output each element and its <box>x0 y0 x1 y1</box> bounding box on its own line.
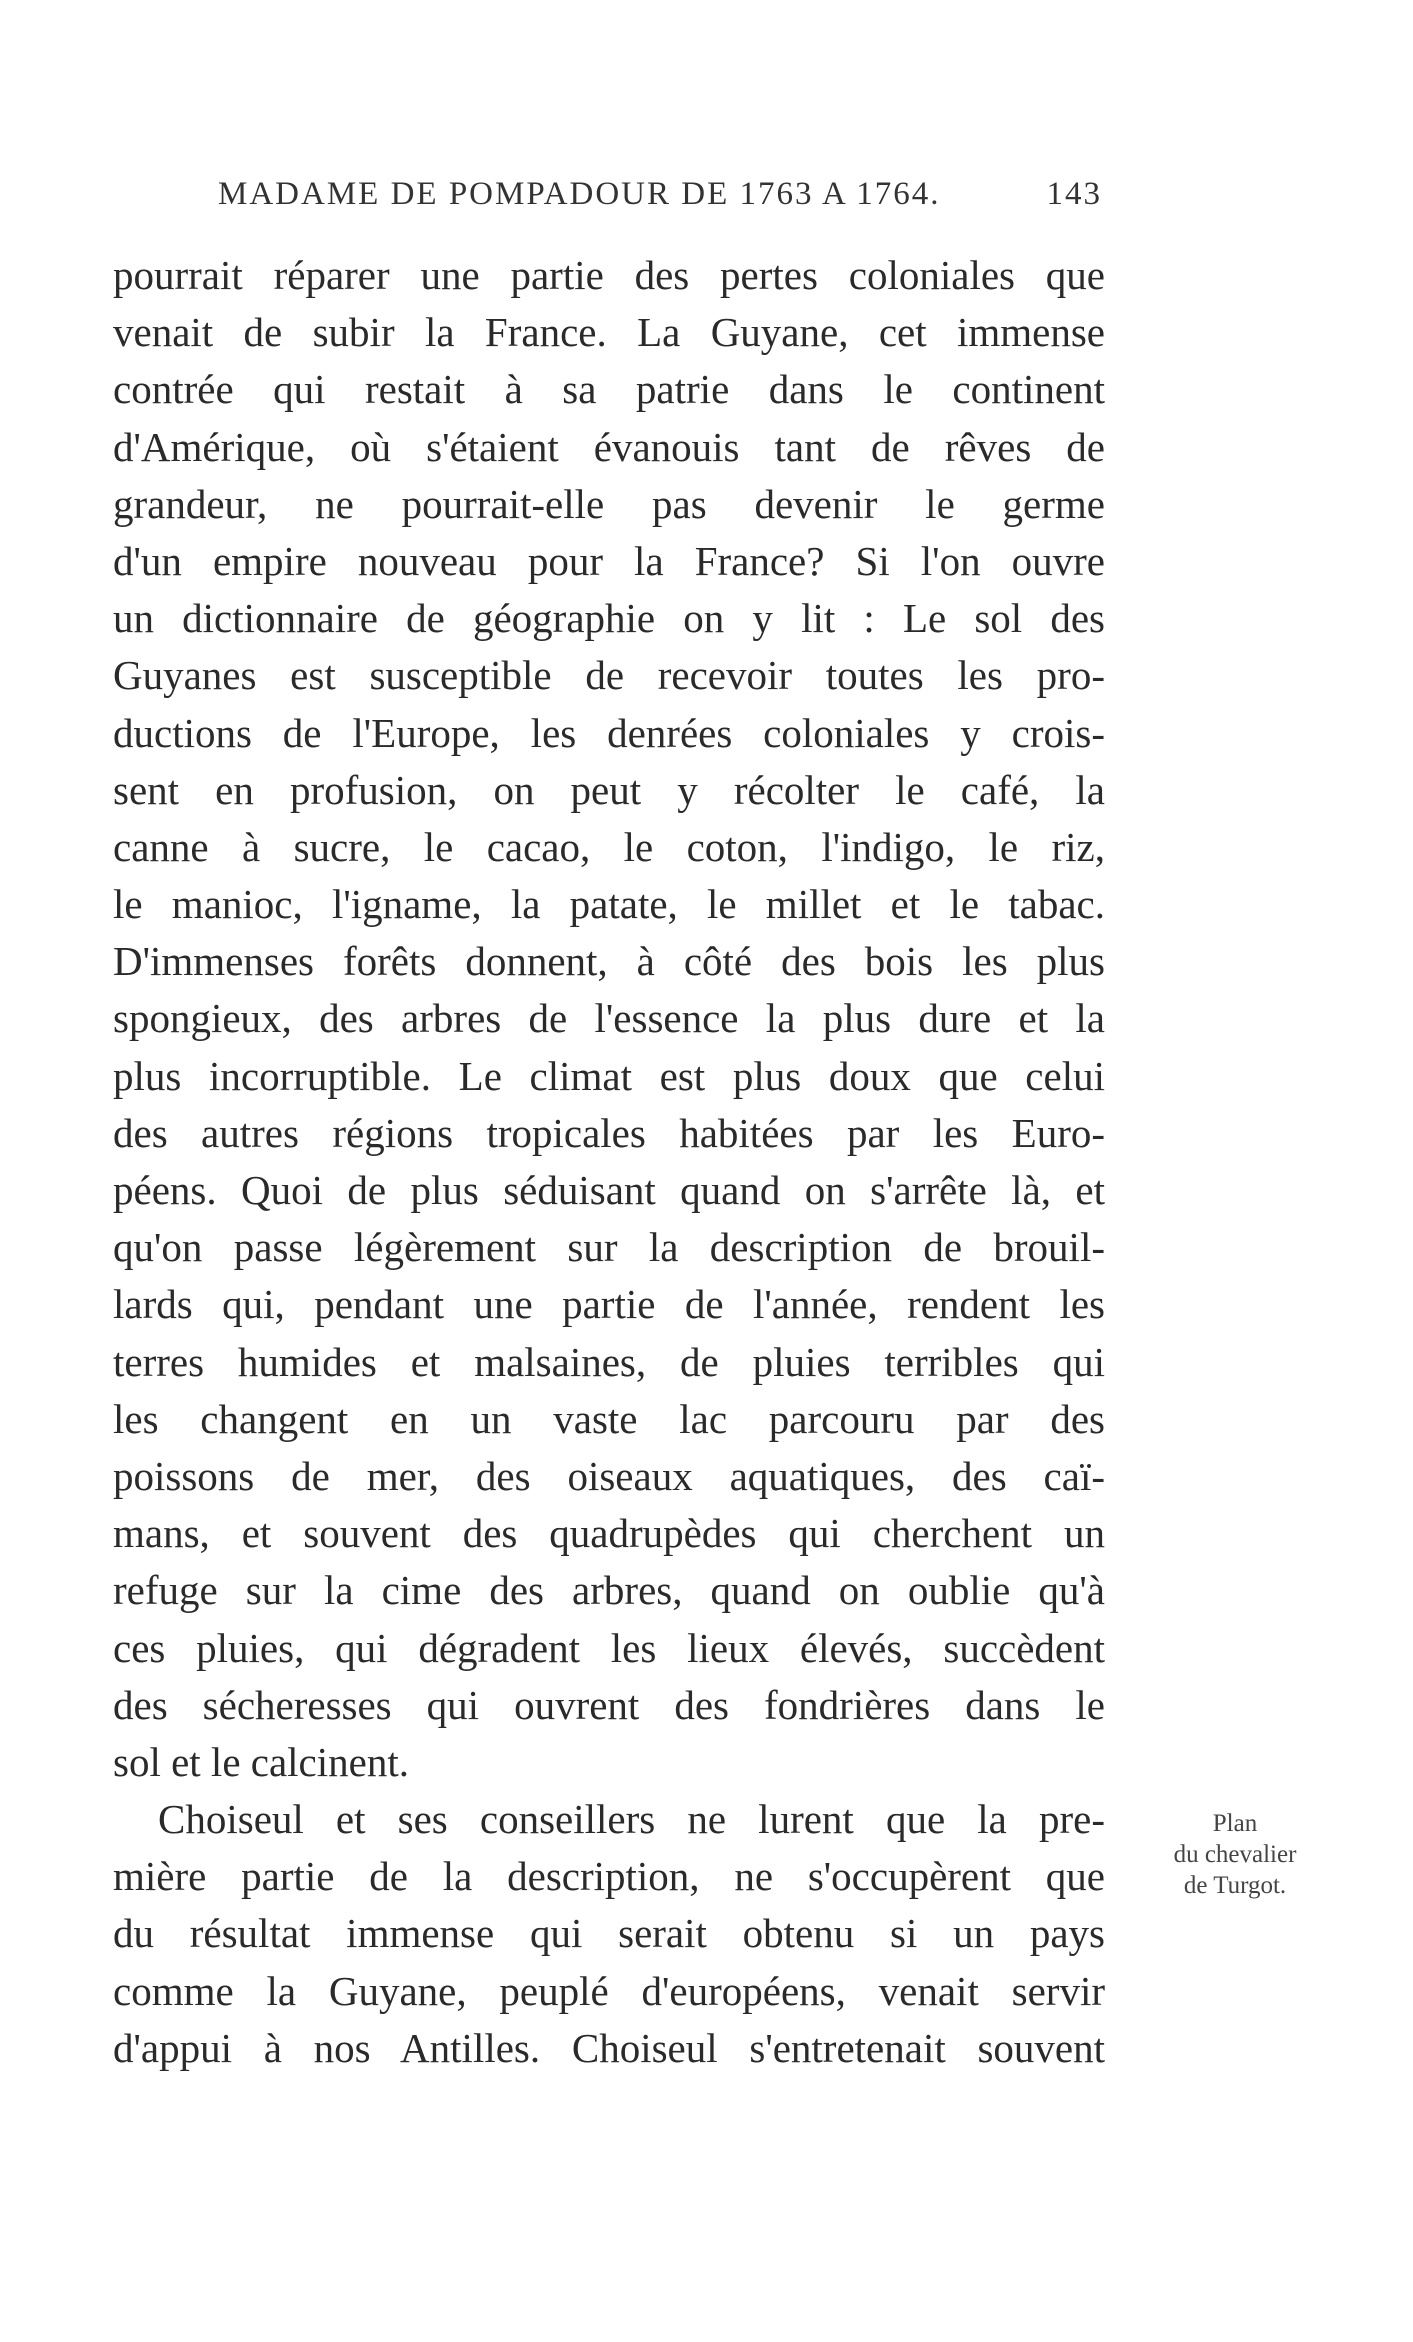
margin-note-line: de Turgot. <box>1183 1872 1287 1899</box>
margin-note-line: Plan <box>1212 1810 1258 1837</box>
margin-note-line: du chevalier <box>1173 1841 1297 1868</box>
text-line: contrée qui restait à sa patrie dans le continent <box>113 366 1105 413</box>
running-head-title: MADAME DE POMPADOUR <box>218 176 672 212</box>
text-line: qu'on passe légèrement sur la description de brouil- <box>113 1224 1105 1271</box>
text-line: terres humides et malsaines, de pluies terribles qui <box>113 1338 1105 1385</box>
body-text <box>113 247 1105 2077</box>
text-line: poissons de mer, des oiseaux aquatiques, des caï- <box>113 1452 1105 1499</box>
text-line: un dictionnaire de géographie on y lit : Le sol des <box>113 595 1105 642</box>
text-line: d'Amérique, où s'étaient évanouis tant de rêves de <box>113 423 1105 470</box>
text-line: lards qui, pendant une partie de l'année, rendent les <box>113 1281 1105 1328</box>
margin-note <box>1150 1808 1320 1901</box>
running-head-de: DE <box>681 176 730 212</box>
running-head <box>218 176 1102 228</box>
running-head-years: 1763 A 1764. <box>739 176 941 212</box>
text-line: d'un empire nouveau pour la France? Si l'on ouvre <box>113 537 1105 584</box>
text-line: sol et le calcinent. <box>113 1738 409 1785</box>
text-line: du résultat immense qui serait obtenu si un pays <box>113 1910 1105 1957</box>
text-line: des autres régions tropicales habitées par les Euro- <box>113 1109 1105 1156</box>
text-line: Guyanes est susceptible de recevoir toutes les pro- <box>113 652 1105 699</box>
text-line: refuge sur la cime des arbres, quand on oublie qu'à <box>113 1567 1105 1614</box>
text-line: ces pluies, qui dégradent les lieux élevés, succèdent <box>113 1624 1105 1671</box>
text-line: d'appui à nos Antilles. Choiseul s'entretenait souvent <box>113 2024 1105 2071</box>
text-line: canne à sucre, le cacao, le coton, l'indigo, le riz, <box>113 823 1105 870</box>
text-line: D'immenses forêts donnent, à côté des bois les plus <box>113 938 1105 985</box>
text-line: Choiseul et ses conseillers ne lurent que la pre- <box>158 1796 1105 1843</box>
text-line: ductions de l'Europe, les denrées coloniales y crois- <box>113 709 1105 756</box>
text-line: venait de subir la France. La Guyane, cet immense <box>113 309 1105 356</box>
text-line: les changent en un vaste lac parcouru par des <box>113 1395 1105 1442</box>
text-line: des sécheresses qui ouvrent des fondrières dans le <box>113 1681 1105 1728</box>
text-line: mans, et souvent des quadrupèdes qui cherchent un <box>113 1510 1105 1557</box>
text-line: comme la Guyane, peuplé d'européens, venait servir <box>113 1967 1105 2014</box>
text-line: sent en profusion, on peut y récolter le café, la <box>113 766 1105 813</box>
text-line: le manioc, l'igname, la patate, le millet et le tabac. <box>113 881 1105 928</box>
text-line: mière partie de la description, ne s'occupèrent que <box>113 1853 1105 1900</box>
text-line: grandeur, ne pourrait-elle pas devenir le germe <box>113 480 1105 527</box>
text-line: plus incorruptible. Le climat est plus doux que celui <box>113 1052 1105 1099</box>
text-line: pourrait réparer une partie des pertes coloniales que <box>113 252 1105 298</box>
text-line: spongieux, des arbres de l'essence la plus dure et la <box>113 995 1105 1042</box>
page-number: 143 <box>1046 176 1102 212</box>
text-line: péens. Quoi de plus séduisant quand on s'arrête là, et <box>113 1167 1105 1213</box>
